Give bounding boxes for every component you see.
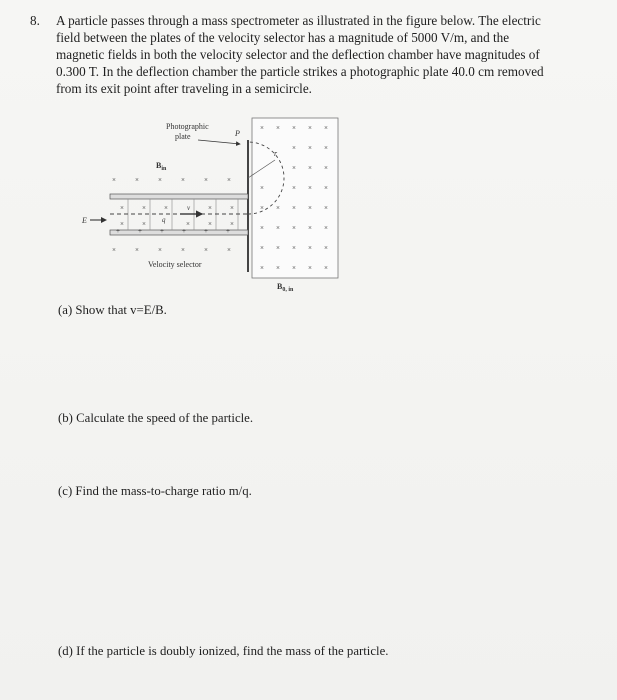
svg-text:×: × <box>276 204 280 212</box>
svg-text:×: × <box>204 246 208 254</box>
problem-line-3: magnetic fields in both the velocity selector and the deflection chamber have magnitudes of <box>56 47 540 62</box>
svg-text:×: × <box>260 124 264 132</box>
svg-text:×: × <box>276 264 280 272</box>
svg-text:×: × <box>292 124 296 132</box>
svg-text:+: + <box>226 227 230 235</box>
top-plate <box>110 194 248 199</box>
svg-text:×: × <box>276 124 280 132</box>
problem-line-4: 0.300 T. In the deflection chamber the particle strikes a photographic plate 40.0 cm removed <box>56 64 544 79</box>
svg-text:×: × <box>142 204 146 212</box>
photographic-plate-label-1: Photographic <box>166 122 209 131</box>
svg-text:×: × <box>292 264 296 272</box>
svg-text:+: + <box>204 227 208 235</box>
problem-stem <box>56 12 590 97</box>
svg-text:×: × <box>135 246 139 254</box>
r-label: r <box>274 149 278 158</box>
svg-text:×: × <box>308 224 312 232</box>
svg-text:×: × <box>181 176 185 184</box>
svg-text:×: × <box>292 204 296 212</box>
svg-text:×: × <box>324 144 328 152</box>
problem-statement <box>30 12 590 97</box>
svg-text:×: × <box>308 184 312 192</box>
svg-text:×: × <box>230 204 234 212</box>
svg-text:×: × <box>260 264 264 272</box>
question-c: (c) Find the mass-to-charge ratio m/q. <box>58 484 252 498</box>
svg-text:×: × <box>158 176 162 184</box>
svg-text:×: × <box>208 204 212 212</box>
svg-text:×: × <box>135 176 139 184</box>
svg-text:×: × <box>120 220 124 228</box>
svg-text:+: + <box>160 227 164 235</box>
svg-text:×: × <box>324 244 328 252</box>
svg-text:×: × <box>308 124 312 132</box>
svg-text:×: × <box>227 246 231 254</box>
mass-spectrometer-figure <box>80 112 350 297</box>
svg-text:×: × <box>324 164 328 172</box>
question-d: (d) If the particle is doubly ionized, find the mass of the particle. <box>58 644 389 658</box>
svg-text:×: × <box>230 220 234 228</box>
problem-line-2: field between the plates of the velocity selector has a magnitude of 5000 V/m, and the <box>56 30 510 45</box>
svg-text:×: × <box>260 224 264 232</box>
mass-spectrometer-diagram <box>80 112 350 297</box>
svg-text:+: + <box>182 227 186 235</box>
svg-text:×: × <box>208 220 212 228</box>
svg-text:×: × <box>324 184 328 192</box>
question-b: (b) Calculate the speed of the particle. <box>58 411 254 425</box>
svg-text:×: × <box>227 176 231 184</box>
svg-text:×: × <box>204 176 208 184</box>
svg-text:×: × <box>112 176 116 184</box>
svg-text:×: × <box>186 220 190 228</box>
svg-text:×: × <box>308 204 312 212</box>
svg-text:×: × <box>324 264 328 272</box>
svg-text:×: × <box>324 204 328 212</box>
q-label: q <box>162 216 166 224</box>
svg-text:×: × <box>308 144 312 152</box>
svg-text:×: × <box>260 204 264 212</box>
problem-line-5: from its exit point after traveling in a semicircle. <box>56 81 312 96</box>
svg-text:×: × <box>308 244 312 252</box>
problem-number: 8. <box>30 13 40 28</box>
svg-text:×: × <box>260 244 264 252</box>
svg-text:+: + <box>116 227 120 235</box>
svg-text:×: × <box>292 224 296 232</box>
svg-text:+: + <box>138 227 142 235</box>
b-in-label: $B_{in}$ <box>156 161 167 172</box>
svg-text:×: × <box>120 204 124 212</box>
svg-text:×: × <box>308 164 312 172</box>
svg-text:×: × <box>112 246 116 254</box>
velocity-selector-label: Velocity selector <box>148 260 202 269</box>
e-label: E <box>82 216 87 225</box>
svg-text:×: × <box>324 224 328 232</box>
svg-text:×: × <box>292 244 296 252</box>
svg-text:×: × <box>158 246 162 254</box>
deflection-chamber <box>252 118 338 278</box>
svg-text:×: × <box>260 184 264 192</box>
v-label: v <box>187 204 191 212</box>
question-a: (a) Show that v=E/B. <box>58 303 167 317</box>
svg-text:×: × <box>142 220 146 228</box>
p-label: P <box>235 129 240 138</box>
svg-text:×: × <box>276 224 280 232</box>
svg-text:×: × <box>292 184 296 192</box>
svg-text:×: × <box>164 204 168 212</box>
problem-line-1: A particle passes through a mass spectrometer as illustrated in the figure below. The electric <box>56 13 541 28</box>
svg-text:×: × <box>276 244 280 252</box>
b0-in-label: $B_{0, in}$ <box>277 282 294 293</box>
svg-text:×: × <box>308 264 312 272</box>
plate-pointer <box>198 140 240 144</box>
svg-text:×: × <box>324 124 328 132</box>
svg-text:×: × <box>292 144 296 152</box>
photographic-plate-label-2: plate <box>175 132 191 141</box>
svg-text:×: × <box>181 246 185 254</box>
svg-text:×: × <box>292 164 296 172</box>
